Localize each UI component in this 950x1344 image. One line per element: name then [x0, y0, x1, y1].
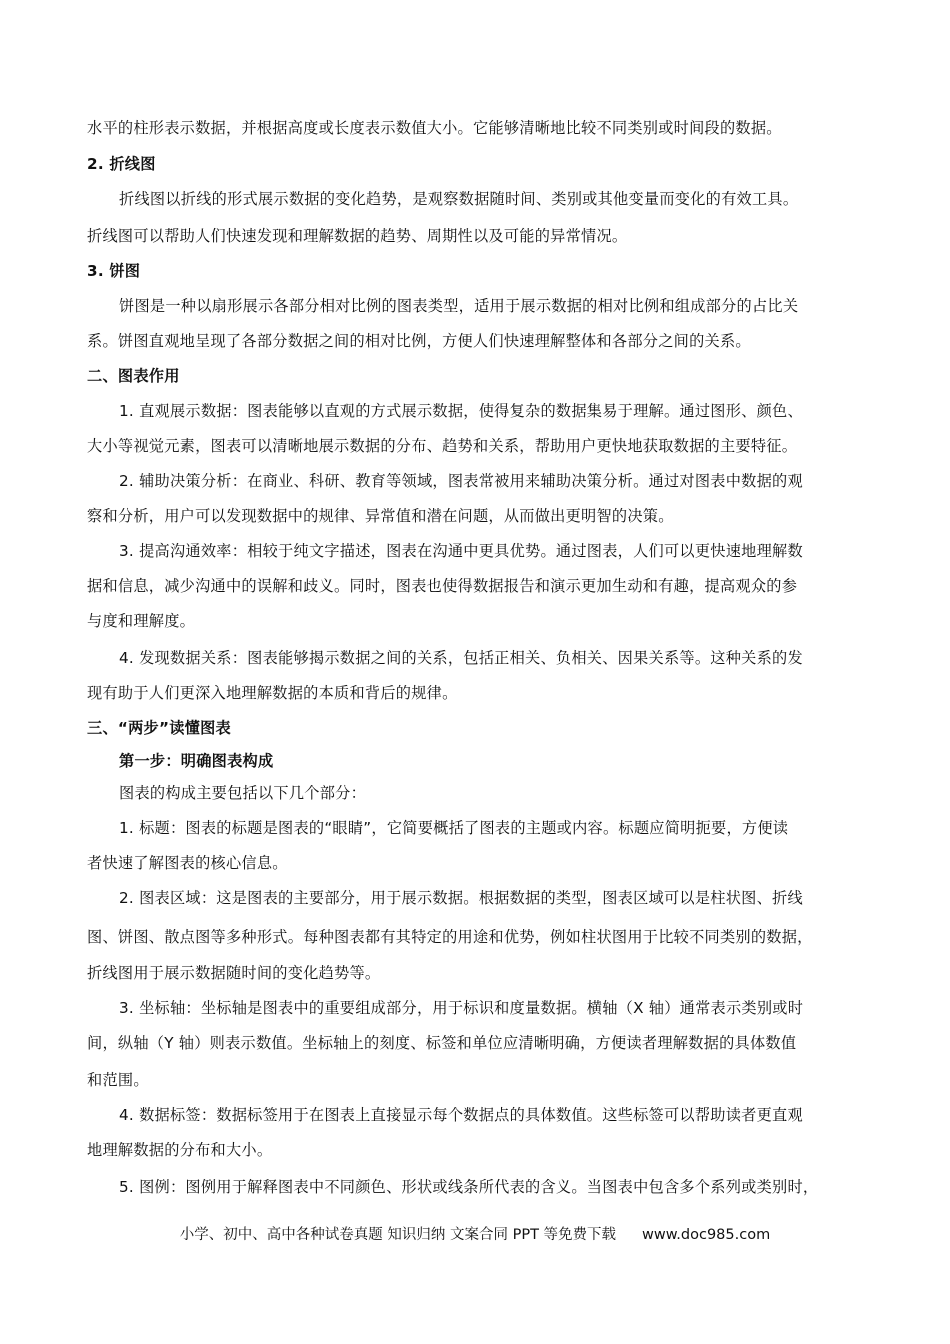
paragraph-line: 4. 发现数据关系：图表能够揭示数据之间的关系，包括正相关、负相关、因果关系等。这种关系的发: [119, 649, 803, 667]
subsection-heading: 第一步：明确图表构成: [119, 752, 274, 770]
paragraph-line: 水平的柱形表示数据，并根据高度或长度表示数值大小。它能够清晰地比较不同类别或时间段的数据。: [87, 119, 782, 137]
paragraph-line: 间，纵轴（Y 轴）则表示数值。坐标轴上的刻度、标签和单位应清晰明确，方便读者理解数据的具体数值: [87, 1034, 797, 1052]
paragraph-line: 据和信息，减少沟通中的误解和歧义。同时，图表也使得数据报告和演示更加生动和有趣，提高观众的参: [87, 577, 798, 595]
section-heading: 二、图表作用: [87, 367, 180, 385]
paragraph-line: 察和分析，用户可以发现数据中的规律、异常值和潜在问题，从而做出更明智的决策。: [87, 507, 674, 525]
paragraph-line: 折线图用于展示数据随时间的变化趋势等。: [87, 964, 381, 982]
paragraph-line: 2. 图表区域：这是图表的主要部分，用于展示数据。根据数据的类型，图表区域可以是柱状图、折线: [119, 889, 803, 907]
paragraph-line: 地理解数据的分布和大小。: [87, 1141, 273, 1159]
paragraph-line: 大小等视觉元素，图表可以清晰地展示数据的分布、趋势和关系，帮助用户更快地获取数据的主要特征。: [87, 437, 798, 455]
paragraph-line: 现有助于人们更深入地理解数据的本质和背后的规律。: [87, 684, 458, 702]
paragraph-line: 折线图以折线的形式展示数据的变化趋势，是观察数据随时间、类别或其他变量而变化的有效工具。: [119, 190, 799, 208]
paragraph-line: 3. 坐标轴：坐标轴是图表中的重要组成部分，用于标识和度量数据。横轴（X 轴）通常表示类别或时: [119, 999, 804, 1017]
page-footer: [0, 1225, 950, 1245]
paragraph-line: 4. 数据标签：数据标签用于在图表上直接显示每个数据点的具体数值。这些标签可以帮助读者更直观: [119, 1106, 803, 1124]
section-heading: 3. 饼图: [87, 262, 141, 280]
paragraph-line: 与度和理解度。: [87, 612, 196, 630]
paragraph-line: 系。饼图直观地呈现了各部分数据之间的相对比例，方便人们快速理解整体和各部分之间的关系。: [87, 332, 751, 350]
paragraph-line: 图表的构成主要包括以下几个部分：: [119, 784, 366, 802]
paragraph-line: 图、饼图、散点图等多种形式。每种图表都有其特定的用途和优势，例如柱状图用于比较不同类别的数据，: [87, 928, 813, 946]
paragraph-line: 1. 直观展示数据：图表能够以直观的方式展示数据，使得复杂的数据集易于理解。通过图形、颜色、: [119, 402, 803, 420]
paragraph-line: 饼图是一种以扇形展示各部分相对比例的图表类型，适用于展示数据的相对比例和组成部分的占比关: [119, 297, 799, 315]
section-heading: 三、“两步”读懂图表: [87, 719, 231, 737]
paragraph-line: 3. 提高沟通效率：相较于纯文字描述，图表在沟通中更具优势。通过图表，人们可以更快速地理解数: [119, 542, 803, 560]
section-heading: 2. 折线图: [87, 155, 156, 173]
footer-text: 小学、初中、高中各种试卷真题 知识归纳 文案合同 PPT 等免费下载: [179, 1227, 617, 1243]
paragraph-line: 者快速了解图表的核心信息。: [87, 854, 288, 872]
paragraph-line: 1. 标题：图表的标题是图表的“眼睛”，它简要概括了图表的主题或内容。标题应简明扼要，方便读: [119, 819, 789, 837]
paragraph-line: 和范围。: [87, 1071, 149, 1089]
footer-url[interactable]: www.doc985.com: [642, 1227, 771, 1243]
paragraph-line: 2. 辅助决策分析：在商业、科研、教育等领域，图表常被用来辅助决策分析。通过对图表中数据的观: [119, 472, 803, 490]
paragraph-line: 5. 图例：图例用于解释图表中不同颜色、形状或线条所代表的含义。当图表中包含多个系列或类别时，: [119, 1178, 819, 1196]
paragraph-line: 折线图可以帮助人们快速发现和理解数据的趋势、周期性以及可能的异常情况。: [87, 227, 628, 245]
